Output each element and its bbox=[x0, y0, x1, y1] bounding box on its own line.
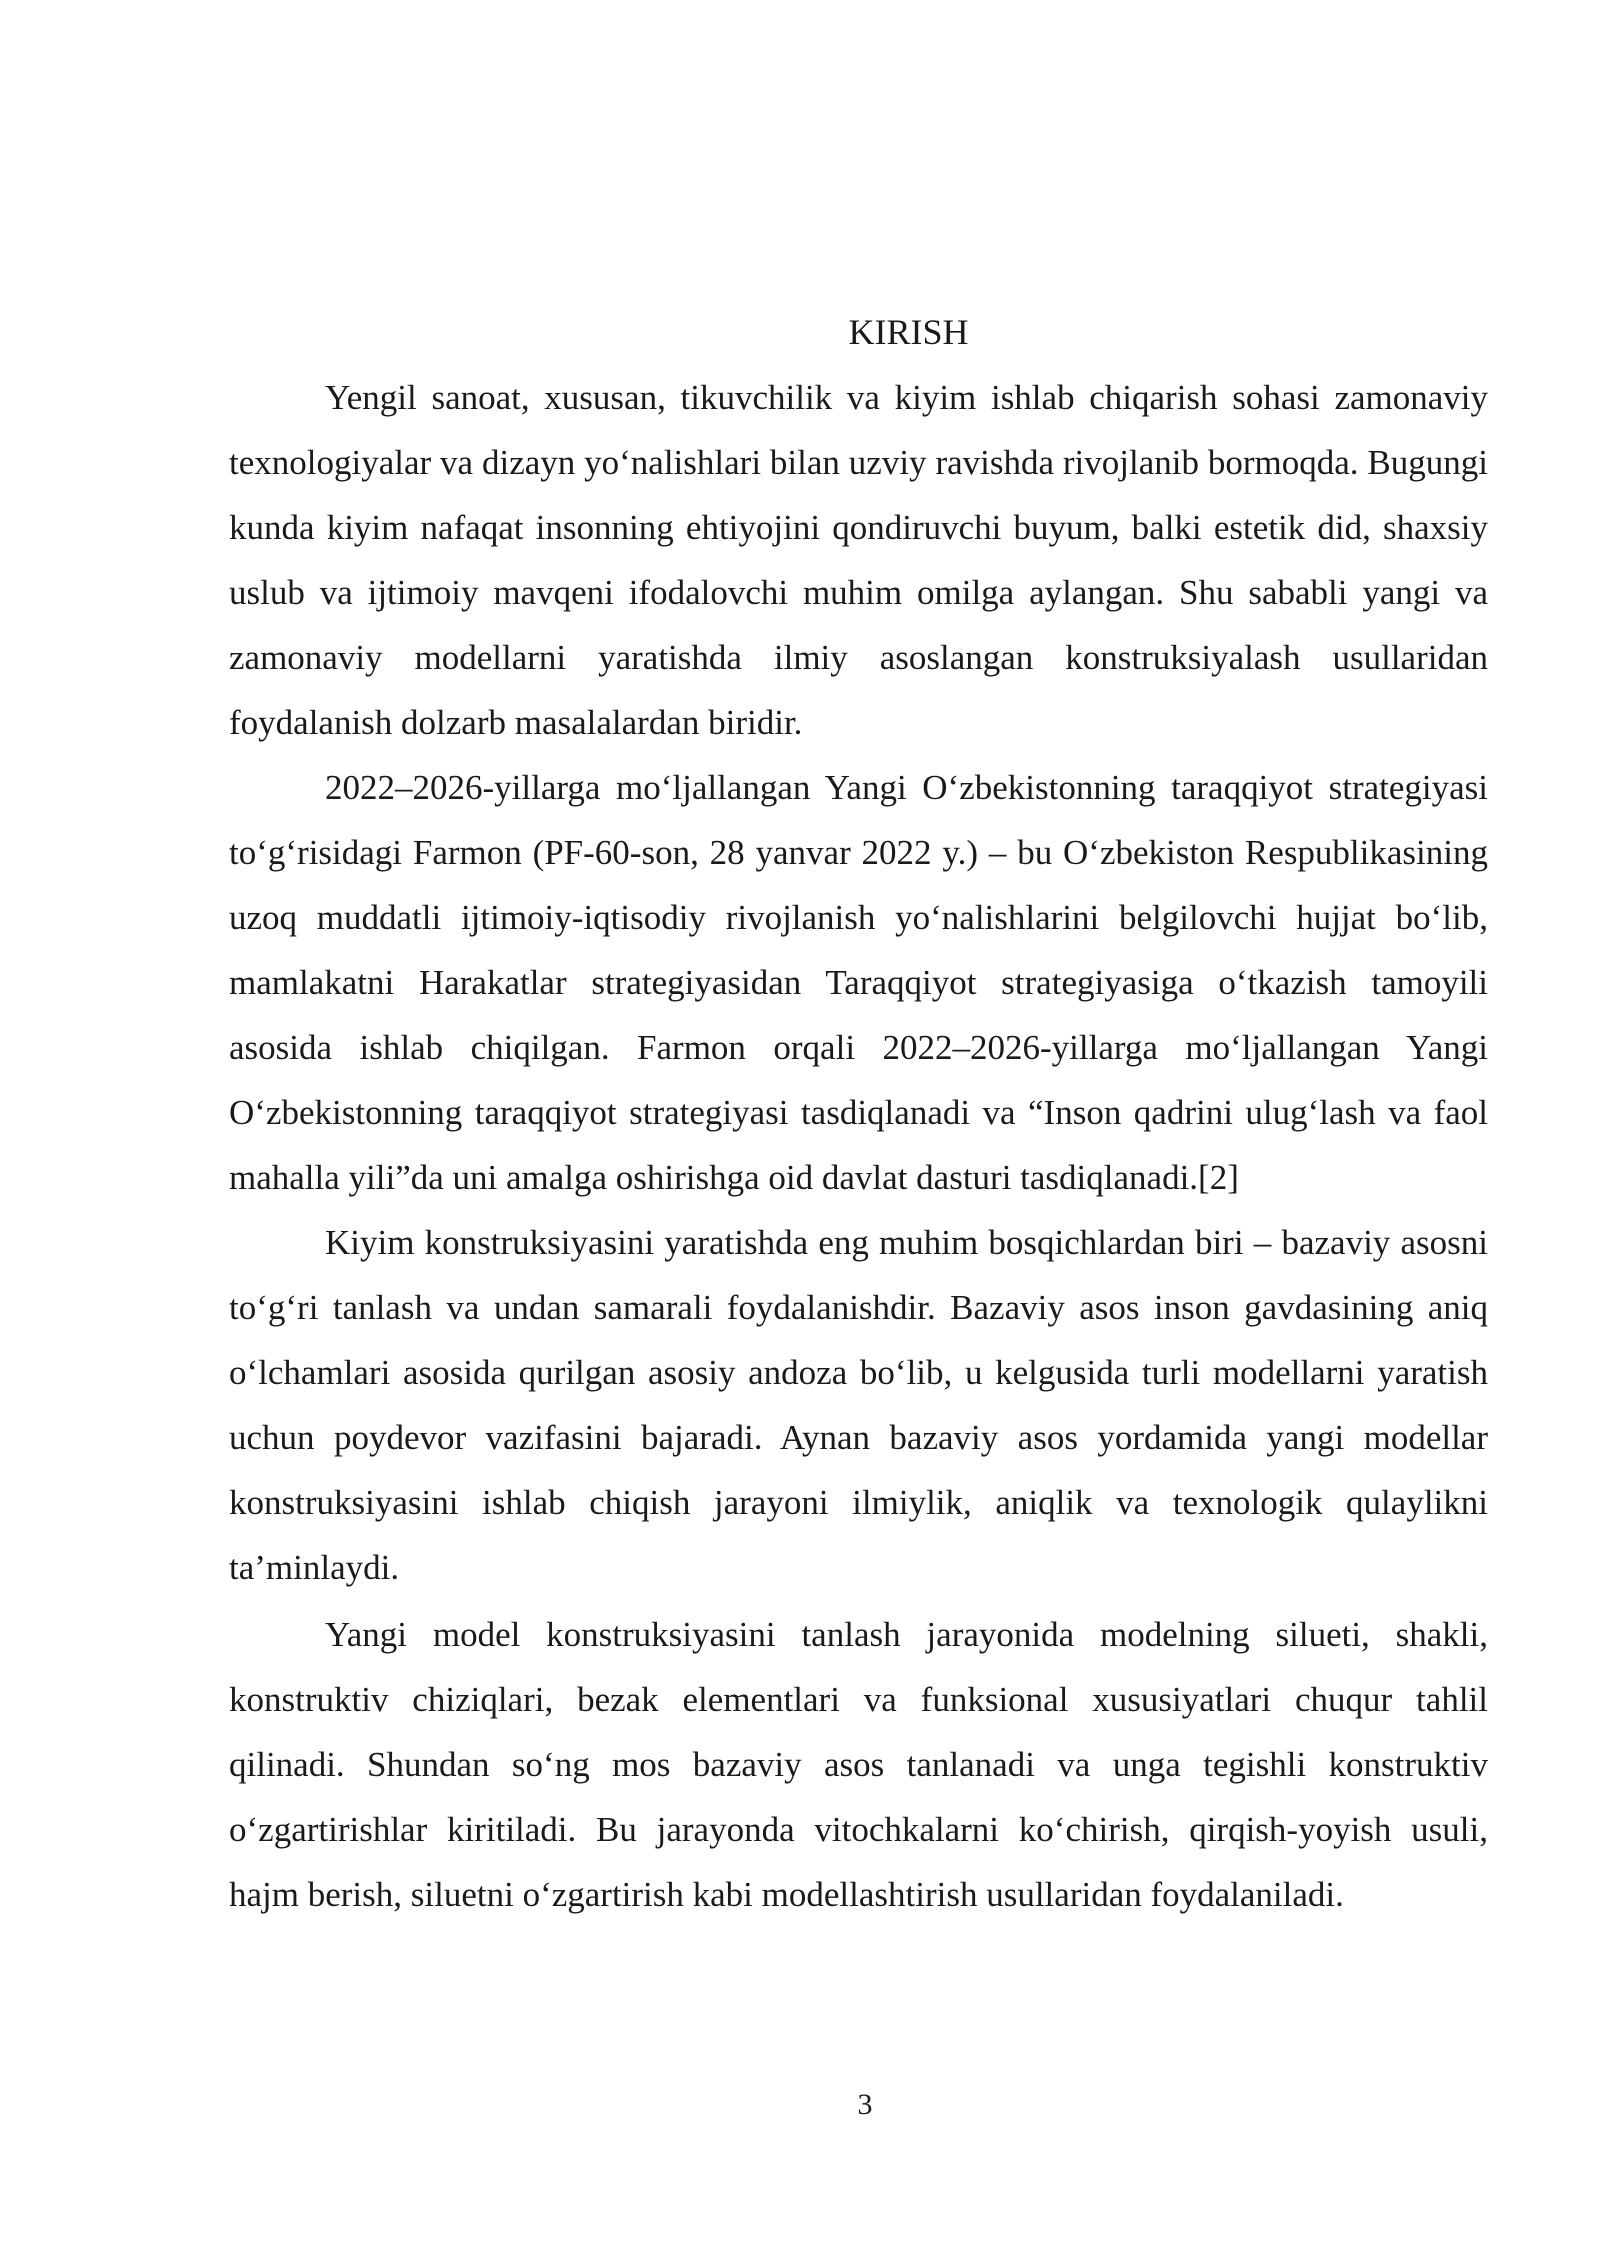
paragraph-2: 2022–2026-yillarga mo‘ljallangan Yangi O‘zbekistonning taraqqiyot strategiyasi to‘g‘risidagi Farmon (PF-60-son, 28 yanvar 2022 y.) – bu O‘zbekiston Respublikasining uzoq muddatli ijtimoiy-iqtisodiy rivojlanish yo‘nalishlarini belgilovchi hujjat bo‘lib, mamlakatni Harakatlar strategiyasidan Taraqqiyot strategiyasiga o‘tkazish tamoyili asosida ishlab chiqilgan. Farmon orqali 2022–2026-yillarga mo‘ljallangan Yangi O‘zbekistonning taraqqiyot strategiyasi tasdiqlanadi va “Inson qadrini ulug‘lash va faol mahalla yili”da uni amalga oshirishga oid davlat dasturi tasdiqlanadi.[2] bbox=[229, 768, 1488, 1197]
paragraph-1: Yengil sanoat, xususan, tikuvchilik va kiyim ishlab chiqarish sohasi zamonaviy texnologiyalar va dizayn yo‘nalishlari bilan uzviy ravishda rivojlanib bormoqda. Bugungi kunda kiyim nafaqat insonning ehtiyojini qondiruvchi buyum, balki estetik did, shaxsiy uslub va ijtimoiy mavqeni ifodalovchi muhim omilga aylangan. Shu sababli yangi va zamonaviy modellarni yaratishda ilmiy asoslangan konstruksiyalash usullaridan foydalanish dolzarb masalalardan biridir. bbox=[229, 378, 1488, 742]
paragraph-3: Kiyim konstruksiyasini yaratishda eng muhim bosqichlardan biri – bazaviy asosni to‘g‘ri tanlash va undan samarali foydalanishdir. Bazaviy asos inson gavdasining aniq o‘lchamlari asosida qurilgan asosiy andoza bo‘lib, u kelgusida turli modellarni yaratish uchun poydevor vazifasini bajaradi. Aynan bazaviy asos yordamida yangi modellar konstruksiyasini ishlab chiqish jarayoni ilmiylik, aniqlik va texnologik qulaylikni ta’minlaydi. bbox=[229, 1223, 1488, 1587]
document-body bbox=[229, 300, 1488, 1927]
section-heading: KIRISH bbox=[848, 312, 969, 352]
paragraph-4: Yangi model konstruksiyasini tanlash jarayonida modelning silueti, shakli, konstruktiv chiziqlari, bezak elementlari va funksional xususiyatlari chuqur tahlil qilinadi. Shundan so‘ng mos bazaviy asos tanlanadi va unga tegishli konstruktiv o‘zgartirishlar kiritiladi. Bu jarayonda vitochkalarni ko‘chirish, qirqish-yoyish usuli, hajm berish, siluetni o‘zgartirish kabi modellashtirish usullaridan foydalaniladi. bbox=[229, 1615, 1488, 1914]
page-number: 3 bbox=[857, 2088, 873, 2121]
